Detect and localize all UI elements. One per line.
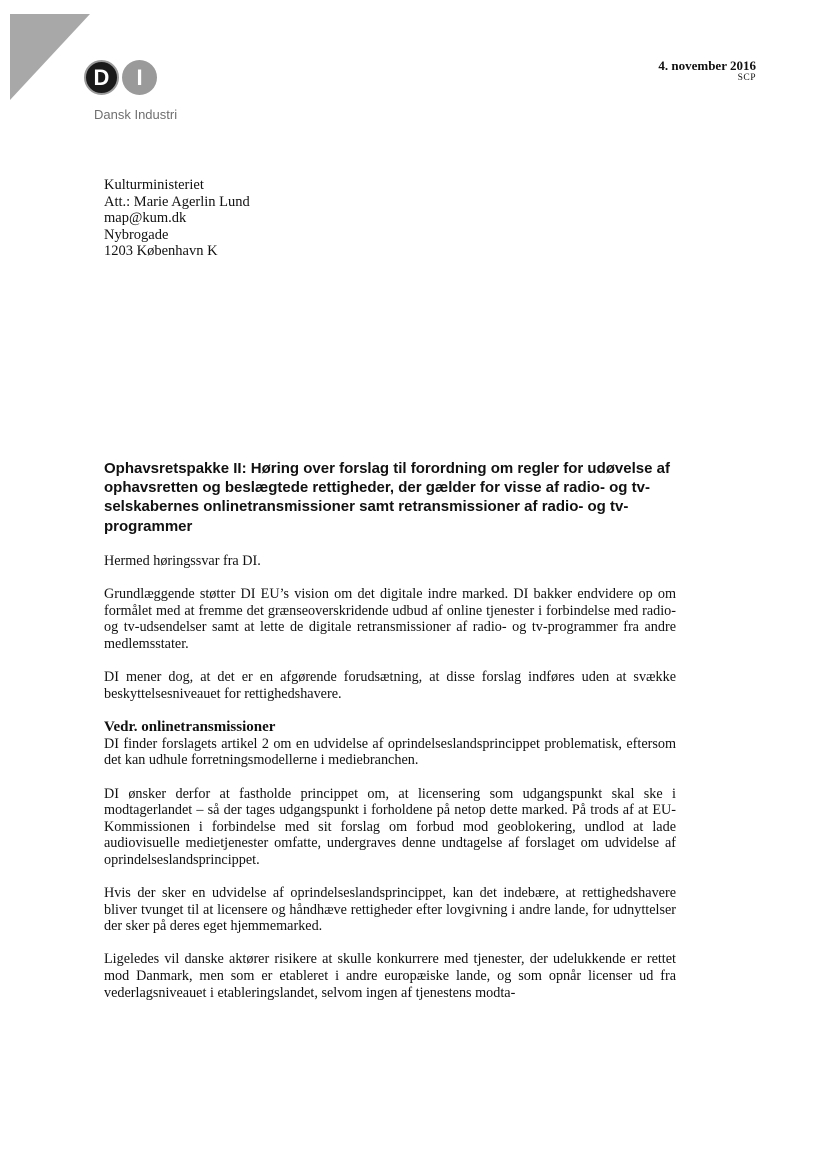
dansk-industri-logo	[84, 60, 178, 122]
address-line: 1203 København K	[104, 243, 218, 259]
logo-mark	[84, 60, 157, 95]
body-paragraph: DI ønsker derfor at fastholde princippet om, at licensering som udgangspunkt skal ske i modtagerlandet – så der tages udgangspunkt i forholdene på netop dette marked. På trods af at EU-Kommissionen i forbindelse med sit forslag om forbud mod geoblokering, undlod at lade audiovisuelle medietjenester omfatte, undergraves denne undtagelse af forslaget om udvidelse af oprindelseslandsprincippet.	[104, 785, 676, 868]
address-line: Kulturministeriet	[104, 177, 204, 193]
section-heading: Vedr. onlinetransmissioner	[104, 718, 276, 735]
logo-name: Dansk Industri	[94, 107, 178, 122]
body-paragraph: DI finder forslagets artikel 2 om en udvidelse af oprindelseslandsprincippet problematisk, eftersom det kan udhule forretningsmodellerne i mediebranchen.	[104, 735, 676, 769]
address-line: map@kum.dk	[104, 210, 187, 226]
logo-letter-d: D	[84, 60, 119, 95]
corner-fold-graphic	[10, 14, 90, 100]
body-paragraph: Ligeledes vil danske aktører risikere at skulle konkurrere med tjenester, der udelukkende er rettet mod Danmark, men som er etableret i andre europæiske lande, og som opnår licenser ud fra vederlagsniveauet i etableringslandet, selvom ingen af tjenestens modta-	[104, 951, 676, 1001]
address-line: Att.: Marie Agerlin Lund	[104, 193, 250, 210]
letter-date: 4. november 2016	[658, 58, 756, 73]
recipient-address	[104, 177, 250, 260]
sender-initials: SCP	[737, 73, 756, 83]
body-paragraph: DI mener dog, at det er en afgørende forudsætning, at disse forslag indføres uden at svække beskyttelsesniveauet for rettighedshavere.	[104, 668, 676, 702]
body-paragraph: Grundlæggende støtter DI EU’s vision om det digitale indre marked. DI bakker endvidere op om formålet med at fremme det grænseoverskridende udbud af online tjenester i forbindelse med radio- og tv-udsendelser samt at lette de digitale retransmissioner af radio- og tv-programmer fra andre medlemsstater.	[104, 586, 676, 652]
logo-letter-i: I	[122, 60, 157, 95]
letter-body	[104, 459, 676, 1018]
letter-subject: Ophavsretspakke II: Høring over forslag til forordning om regler for udøvelse af ophavsretten og beslægtede rettigheder, der gælder for visse af radio- og tv-selskabernes onlinetransmissioner samt retransmissioner af radio- og tv-programmer	[104, 460, 670, 535]
address-line: Nybrogade	[104, 226, 169, 243]
intro-paragraph: Hermed høringssvar fra DI.	[104, 552, 261, 569]
body-paragraph: Hvis der sker en udvidelse af oprindelseslandsprincippet, kan det indebære, at rettighedshavere bliver tvunget til at licensere og håndhæve rettigheder efter lovgivning i andre lande, for udnyttelser der sker på deres eget hjemmemarked.	[104, 885, 676, 935]
